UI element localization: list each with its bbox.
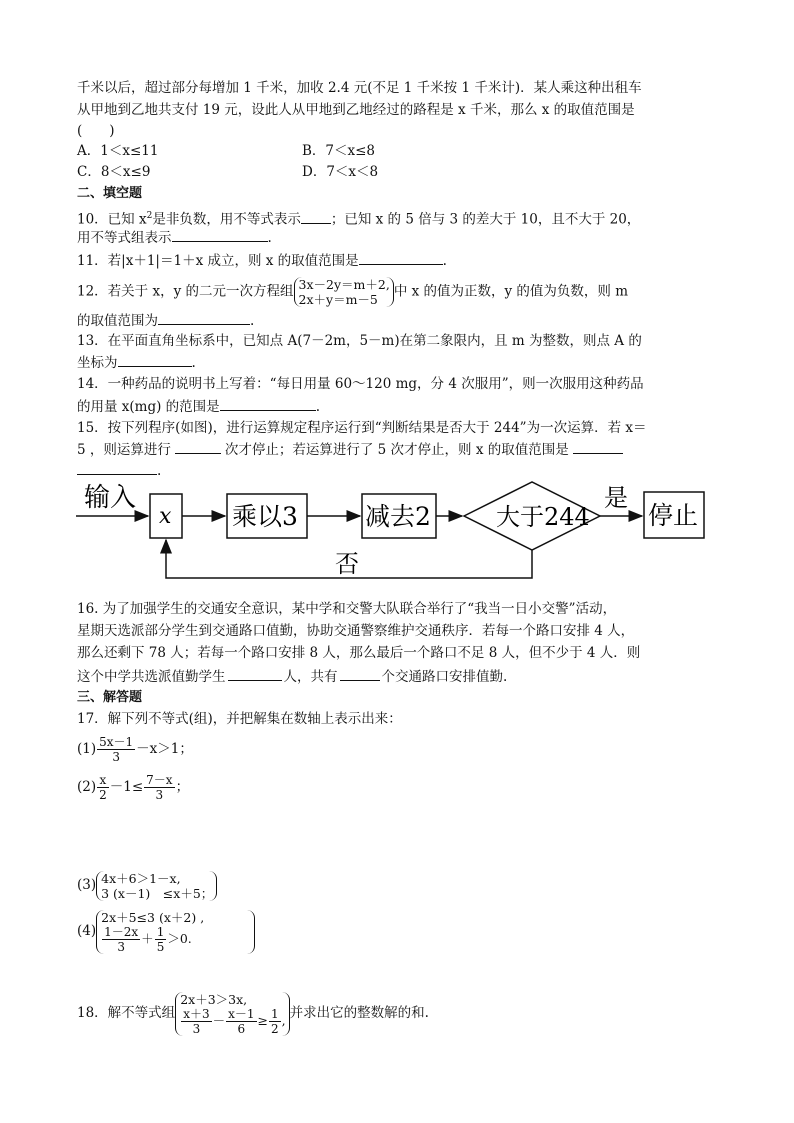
q18-comma: ,	[281, 1012, 286, 1028]
q17-item-2-denominator-b: 3	[155, 788, 164, 802]
q18-fraction-c	[269, 1007, 281, 1036]
q17-item-4-fraction-b	[155, 925, 167, 954]
q17-item-3-number: (3)	[77, 877, 97, 893]
q17-item-3-ineq-1: 4x＋6＞1－x,	[101, 870, 181, 886]
q17-item-2-numerator-b: 7－x	[146, 773, 173, 787]
flow-stop-label: 停止	[648, 501, 699, 530]
q17-item-1	[77, 732, 193, 766]
q17-item-3-system	[96, 871, 217, 901]
q13-line-2	[77, 352, 196, 373]
q18-denominator-b: 6	[237, 1021, 246, 1036]
q17-item-4-fraction-a	[102, 925, 140, 954]
q9-option-a: A．1＜x≤11	[77, 143, 159, 159]
q17-item-3	[77, 866, 217, 904]
q17-item-1-fraction	[97, 735, 135, 764]
q17-item-4	[77, 904, 255, 958]
q15-blank-2-start[interactable]	[573, 439, 623, 454]
section-solve-heading: 三、解答题	[77, 690, 143, 705]
q11-blank[interactable]	[359, 250, 443, 265]
q16-text-c: 个交通路口安排值勤.	[381, 669, 508, 685]
q14-text-a: 的用量 x(mg) 的范围是	[77, 399, 220, 415]
q12-line-2	[77, 310, 254, 331]
q15-text-a: 5 ，则运算进行	[77, 442, 171, 458]
q9-line-2: 从甲地到乙地共支付 19 元，设此人从甲地到乙地经过的路程是 x 千米，那么 x 的取值范围是	[77, 102, 635, 118]
q18-line	[77, 983, 429, 1043]
q12-text-a: 12．若关于 x，y 的二元一次方程组	[77, 283, 294, 300]
q10-text-d: 用不等式组表示	[77, 230, 172, 246]
q12-equation-system	[294, 277, 394, 307]
q17-item-4-system	[96, 910, 255, 954]
q10-line-1	[77, 206, 640, 230]
q11-text-a: 11．若|x＋1|＝1＋x 成立，则 x 的取值范围是	[77, 253, 359, 269]
q9-option-c: C．8＜x≤9	[77, 164, 151, 180]
q17-item-1-numerator: 5x－1	[99, 735, 134, 749]
q17-item-1-denominator: 3	[112, 750, 120, 764]
q16-text-a: 这个中学共选派值勤学生	[77, 669, 226, 685]
q15-blank-1[interactable]	[175, 439, 221, 454]
q11-text-b: .	[442, 253, 447, 269]
q18-ineq-2	[180, 1007, 285, 1036]
q17-item-1-number: (1)	[77, 741, 97, 757]
flowchart	[70, 478, 720, 588]
q17-item-4-denominator-a: 3	[117, 939, 125, 954]
q11-line	[77, 250, 447, 271]
q13-blank[interactable]	[118, 352, 192, 367]
q9-line-3: ( )	[77, 123, 115, 139]
q15-text-b: 次才停止；若运算进行了 5 次才停止，则 x 的取值范围是	[224, 442, 569, 458]
flow-input-label: 输入	[84, 483, 137, 513]
q17-item-4-number: (4)	[77, 923, 97, 939]
q17-item-2-fraction-a	[97, 773, 109, 802]
q17-item-4-denominator-b: 5	[156, 939, 165, 954]
q9-option-d: D．7＜x＜8	[302, 164, 379, 180]
q17-item-2	[77, 770, 189, 804]
q14-line-1: 14．一种药品的说明书上写着：“每日用量 60～120 mg，分 4 次服用”，则一次服用这种药品	[77, 376, 644, 392]
q17-instruction: 17．解下列不等式(组)，并把解集在数轴上表示出来：	[77, 711, 402, 727]
q16-line-4	[77, 666, 507, 687]
q17-item-4-ineq-1: 2x＋5≤3 (x＋2) ,	[101, 909, 205, 925]
q9-line-1: 千米以后，超过部分每增加 1 千米，加收 2.4 元(不足 1 千米按 1 千米计)．某人乘这种出租车	[77, 80, 642, 96]
flow-multiply-label: 乘以3	[232, 502, 298, 531]
q12-equation-2: 2x＋y＝m－5	[298, 292, 378, 307]
q10-line-2	[77, 227, 272, 248]
flow-no-label: 否	[335, 550, 359, 578]
q18-numerator-c: 1	[271, 1006, 279, 1021]
q14-text-b: .	[315, 399, 320, 415]
q18-fraction-b	[226, 1007, 256, 1036]
q13-line-1: 13．在平面直角坐标系中，已知点 A(7－2m，5－m)在第二象限内，且 m 为整数，则点 A 的	[77, 333, 642, 349]
q17-item-2-numerator-a: x	[97, 773, 109, 788]
q18-numerator-a: x＋3	[183, 1006, 210, 1021]
q17-item-4-rest: ＞0.	[167, 930, 192, 946]
q10-text-a: 10．已知 x	[77, 211, 147, 228]
q16-line-2: 星期天选派部分学生到交通路口值勤，协助交通警察维护交通秩序．若每一个路口安排 4 人，	[77, 623, 635, 639]
q12-text-b: 中 x 的值为正数，y 的值为负数，则 m	[393, 283, 629, 300]
q10-text-b: 是非负数，用不等式表示	[152, 211, 301, 228]
q18-fraction-a	[181, 1007, 211, 1036]
q12-blank[interactable]	[158, 310, 250, 325]
q17-item-2-number: (2)	[77, 779, 97, 795]
flow-yes-label: 是	[604, 484, 628, 512]
q16-line-3: 那么还剩下 78 人；若每一个路口安排 8 人，那么最后一个路口不足 8 人，但不少于 4 人．则	[77, 645, 641, 661]
q18-system	[175, 992, 289, 1036]
q16-text-b: 人，共有	[283, 669, 338, 685]
q17-item-4-numerator-b: 1	[156, 924, 165, 939]
q12-line-1	[77, 277, 628, 307]
q16-line-1: 16. 为了加强学生的交通安全意识，某中学和交警大队联合举行了“我当一日小交警”活动，	[77, 601, 617, 617]
q18-text-a: 18．解不等式组	[77, 1005, 176, 1021]
q17-item-3-ineq-2: 3 (x－1) ≤x＋5；	[101, 885, 214, 901]
q12-equation-1: 3x－2y＝m＋2,	[298, 277, 390, 292]
q15-text-c: .	[157, 463, 162, 479]
q18-numerator-b: x－1	[228, 1006, 255, 1021]
q13-text-b: .	[191, 355, 196, 371]
q17-item-2-middle: －1≤	[109, 779, 144, 795]
q12-text-d: .	[250, 313, 255, 329]
q14-blank[interactable]	[220, 396, 316, 411]
q10-blank-1[interactable]	[301, 209, 331, 224]
q15-blank-2[interactable]	[77, 460, 157, 475]
q18-minus: －	[212, 1012, 226, 1028]
q15-line-1: 15．按下列程序(如图)，进行运算规定程序运行到“判断结果是否大于 244”为一次运算．若 x＝	[77, 420, 647, 436]
flow-subtract-label: 减去2	[365, 502, 431, 531]
q18-denominator-c: 2	[271, 1021, 279, 1036]
q15-line-2	[77, 439, 623, 460]
q17-item-2-rest: ；	[175, 779, 190, 795]
q17-item-4-plus: ＋	[141, 930, 154, 946]
q18-ineq-1: 2x＋3＞3x,	[180, 991, 248, 1007]
q18-denominator-a: 3	[192, 1021, 201, 1036]
q14-line-2	[77, 396, 320, 417]
q10-blank-2[interactable]	[172, 227, 268, 242]
q16-blank-1[interactable]	[228, 666, 282, 681]
q9-option-b: B．7＜x≤8	[302, 143, 376, 159]
q18-text-b: 并求出它的整数解的和.	[289, 1005, 429, 1021]
q16-blank-2[interactable]	[340, 666, 380, 681]
q17-item-2-denominator-a: 2	[99, 788, 107, 802]
q18-geq: ≥	[257, 1012, 268, 1028]
q12-text-c: 的取值范围为	[77, 313, 158, 329]
q17-item-4-ineq-2	[101, 925, 251, 954]
q17-item-4-numerator-a: 1－2x	[104, 924, 139, 939]
q10-superscript: 2	[146, 211, 153, 221]
flow-decision-label: 大于244	[496, 503, 590, 531]
q13-text-a: 坐标为	[77, 355, 118, 371]
q17-item-2-fraction-b	[144, 773, 174, 802]
q10-text-e: .	[267, 230, 272, 246]
q10-text-c: ；已知 x 的 5 倍与 3 的差大于 10，且不大于 20，	[330, 211, 641, 228]
q17-item-1-rest: －x＞1；	[136, 741, 193, 757]
section-fill-in-heading: 二、填空题	[77, 186, 143, 201]
flow-x-label: x	[159, 504, 172, 529]
